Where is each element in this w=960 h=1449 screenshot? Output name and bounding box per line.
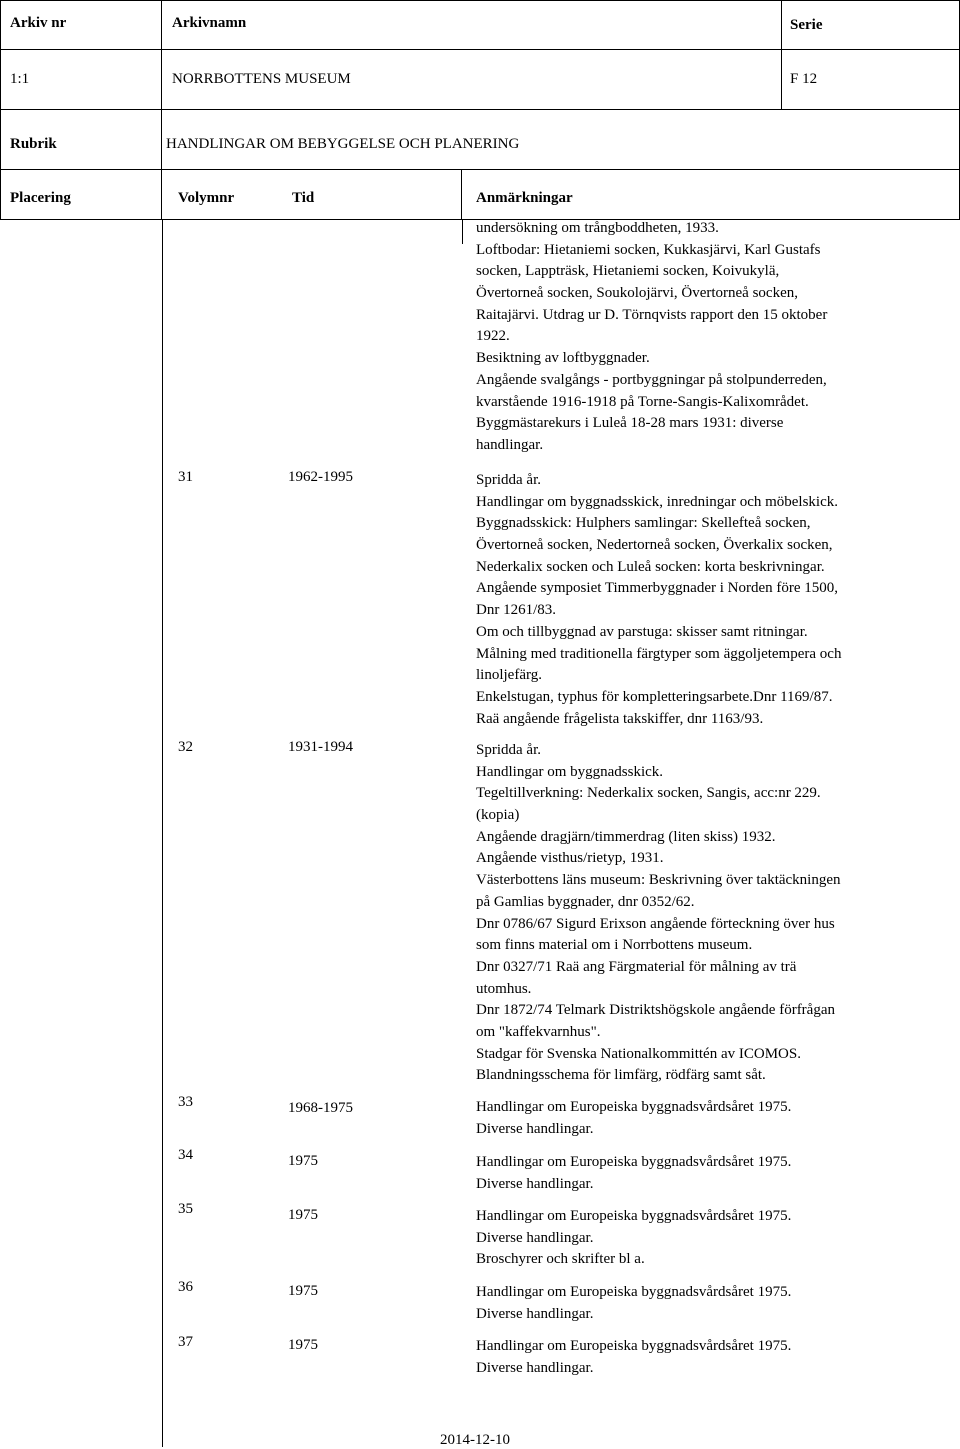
note-line: socken, Lappträsk, Hietaniemi socken, Koivukylä, xyxy=(476,263,780,280)
note-line: Målning med traditionella färgtyper som äggoljetempera och xyxy=(476,645,842,662)
rubrik-label: Rubrik xyxy=(10,136,57,152)
note-line: Byggmästarekurs i Luleå 18-28 mars 1931: diverse xyxy=(476,415,784,432)
note-line: utomhus. xyxy=(476,980,532,997)
note-line: Handlingar om Europeiska byggnadsvårdsåret 1975. xyxy=(476,1338,792,1354)
anmarkningar xyxy=(476,470,841,730)
notes-divider xyxy=(462,220,463,244)
note-line: Dnr 1872/74 Telmark Distriktshögskole angående förfrågan xyxy=(476,1002,835,1019)
note-line: Spridda år. xyxy=(476,472,541,488)
arkiv-nr-value-cell xyxy=(0,50,162,109)
arkivnamn-cell xyxy=(162,1,782,49)
continuation-notes xyxy=(476,218,827,457)
serie-value-cell xyxy=(782,50,960,109)
note-line: Handlingar om Europeiska byggnadsvårdsåret 1975. xyxy=(476,1208,792,1224)
tid: 1975 xyxy=(288,1153,318,1169)
column-headers xyxy=(0,170,960,220)
note-line: Tegeltillverkning: Nederkalix socken, Sangis, acc:nr 229. xyxy=(476,785,821,802)
tid-header-cell xyxy=(274,170,462,219)
arkivnamn-label: Arkivnamn xyxy=(172,15,247,31)
note-line: (kopia) xyxy=(476,807,520,824)
tid: 1975 xyxy=(288,1283,318,1299)
note-line: Blandningsschema för limfärg, rödfärg samt såt. xyxy=(476,1067,766,1084)
note-line: på Gamlias byggnader, dnr 0352/62. xyxy=(476,893,695,910)
anmarkningar-header: Anmärkningar xyxy=(476,190,573,206)
note-line: Diverse handlingar. xyxy=(476,1120,594,1137)
footer-date: 2014-12-10 xyxy=(440,1432,510,1448)
note-line: Raitajärvi. Utdrag ur D. Törnqvists rapport den 15 oktober xyxy=(476,306,828,323)
note-line: kvarstående 1916-1918 på Torne-Sangis-Kalixområdet. xyxy=(476,393,809,410)
note-line: Dnr 0786/67 Sigurd Erixson angående förteckning över hus xyxy=(476,915,835,932)
volymnr: 35 xyxy=(178,1201,193,1217)
arkivnamn-value: NORRBOTTENS MUSEUM xyxy=(172,71,351,87)
anmarkningar xyxy=(476,1336,791,1379)
volymnr: 31 xyxy=(178,469,193,485)
serie-label: Serie xyxy=(790,17,823,33)
note-line: Besiktning av loftbyggnader. xyxy=(476,350,650,367)
note-line: Diverse handlingar. xyxy=(476,1359,594,1376)
note-line: 1922. xyxy=(476,328,510,345)
note-line: Diverse handlingar. xyxy=(476,1305,594,1322)
header-row-rubrik xyxy=(0,110,960,170)
placering-divider xyxy=(162,220,163,1447)
note-line: Diverse handlingar. xyxy=(476,1229,594,1246)
rubrik-value: HANDLINGAR OM BEBYGGELSE OCH PLANERING xyxy=(166,136,520,152)
placering-header: Placering xyxy=(10,190,71,206)
note-line: Handlingar om byggnadsskick, inredningar och möbelskick. xyxy=(476,493,839,510)
tid: 1962-1995 xyxy=(288,469,353,485)
note-line: Handlingar om Europeiska byggnadsvårdsåret 1975. xyxy=(476,1099,792,1115)
tid-header: Tid xyxy=(292,190,315,206)
note-line: Nederkalix socken och Luleå socken: korta beskrivningar. xyxy=(476,558,825,575)
volymnr: 37 xyxy=(178,1334,193,1350)
note-line: Handlingar om byggnadsskick. xyxy=(476,763,664,780)
arkiv-nr-cell xyxy=(0,1,162,49)
volymnr: 33 xyxy=(178,1094,193,1110)
rubrik-label-cell xyxy=(0,110,162,169)
note-line: Angående symposiet Timmerbyggnader i Norden före 1500, xyxy=(476,580,839,597)
note-line: Dnr 1261/83. xyxy=(476,602,556,619)
serie-cell xyxy=(782,1,960,49)
note-line: Handlingar om Europeiska byggnadsvårdsåret 1975. xyxy=(476,1284,792,1300)
arkiv-nr-label: Arkiv nr xyxy=(10,15,67,31)
anmarkningar xyxy=(476,1097,791,1140)
note-line: Handlingar om Europeiska byggnadsvårdsåret 1975. xyxy=(476,1154,792,1170)
note-line: Raä angående frågelista takskiffer, dnr 1163/93. xyxy=(476,710,764,727)
note-line: Stadgar för Svenska Nationalkommittén av ICOMOS. xyxy=(476,1045,801,1062)
note-line: handlingar. xyxy=(476,436,544,453)
header-row-labels xyxy=(0,0,960,50)
note-line: Broschyrer och skrifter bl a. xyxy=(476,1251,645,1268)
arkivnamn-value-cell xyxy=(162,50,782,109)
arkiv-nr-value: 1:1 xyxy=(10,71,30,87)
note-line: Spridda år. xyxy=(476,742,541,758)
note-line: Loftbodar: Hietaniemi socken, Kukkasjärvi, Karl Gustafs xyxy=(476,241,821,258)
note-line: linoljefärg. xyxy=(476,667,542,684)
header-row-values xyxy=(0,50,960,110)
tid: 1931-1994 xyxy=(288,739,353,755)
anmarkningar-header-cell xyxy=(462,170,960,219)
anmarkningar xyxy=(476,740,841,1087)
note-line: Om och tillbyggnad av parstuga: skisser samt ritningar. xyxy=(476,623,808,640)
volymnr: 36 xyxy=(178,1279,193,1295)
note-line: Byggnadsskick: Hulphers samlingar: Skellefteå socken, xyxy=(476,515,811,532)
note-line: Västerbottens läns museum: Beskrivning över taktäckningen xyxy=(476,872,841,889)
tid: 1968-1975 xyxy=(288,1100,353,1116)
note-line: som finns material om i Norrbottens museum. xyxy=(476,937,753,954)
anmarkningar xyxy=(476,1152,791,1195)
note-line: Enkelstugan, typhus för kompletteringsarbete.Dnr 1169/87. xyxy=(476,688,833,705)
tid: 1975 xyxy=(288,1207,318,1223)
volymnr: 34 xyxy=(178,1147,193,1163)
anmarkningar xyxy=(476,1206,791,1271)
volymnr-header-cell xyxy=(162,170,274,219)
note-line: Övertorneå socken, Soukolojärvi, Övertorneå socken, xyxy=(476,285,798,302)
note-line: Övertorneå socken, Nedertorneå socken, Överkalix socken, xyxy=(476,537,833,554)
note-line: Angående visthus/rietyp, 1931. xyxy=(476,850,664,867)
note-line: Diverse handlingar. xyxy=(476,1175,594,1192)
note-line: Angående dragjärn/timmerdrag (liten skiss) 1932. xyxy=(476,828,776,845)
tid: 1975 xyxy=(288,1337,318,1353)
note-line: Dnr 0327/71 Raä ang Färgmaterial för målning av trä xyxy=(476,958,797,975)
note-line: undersökning om trångboddheten, 1933. xyxy=(476,220,719,236)
rubrik-value-cell xyxy=(162,110,960,169)
note-line: Angående svalgångs - portbyggningar på stolpunderreden, xyxy=(476,371,827,388)
placering-header-cell xyxy=(0,170,162,219)
volymnr: 32 xyxy=(178,739,193,755)
volymnr-header: Volymnr xyxy=(178,190,235,206)
serie-value: F 12 xyxy=(790,71,818,87)
note-line: om "kaffekvarnhus". xyxy=(476,1023,601,1040)
anmarkningar xyxy=(476,1282,791,1325)
